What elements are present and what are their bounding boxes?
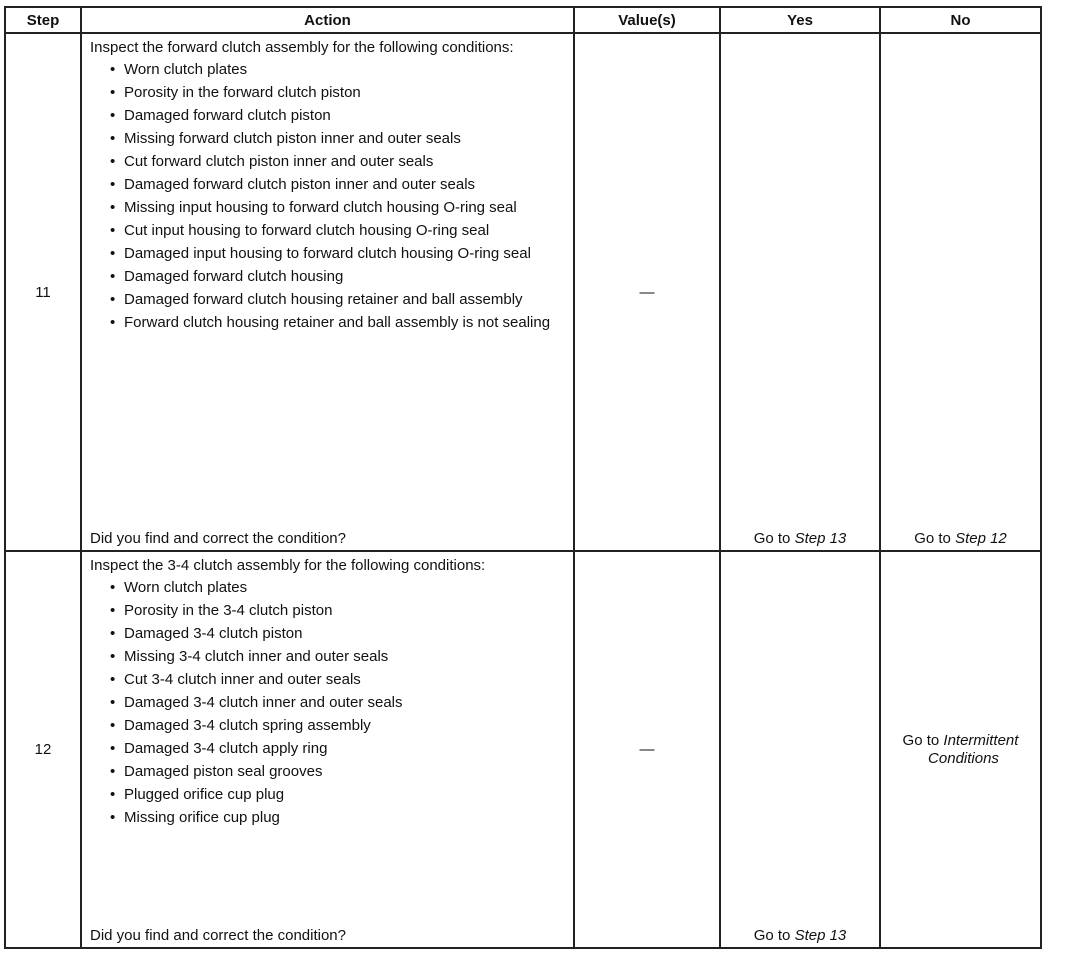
diagnostic-table: [4, 6, 1042, 949]
step-number: 12: [5, 551, 81, 948]
no-goto-prefix: Go to: [902, 731, 940, 749]
value-cell: [574, 551, 720, 948]
condition-list: [90, 579, 565, 832]
condition-text: Worn clutch plates: [124, 61, 248, 78]
condition-item: [90, 107, 564, 125]
bullet-icon: •: [110, 786, 116, 803]
value-dash: —: [639, 283, 655, 301]
header-action: Action: [81, 7, 574, 33]
condition-text: Cut forward clutch piston inner and outer seals: [124, 153, 434, 170]
bullet-icon: •: [110, 717, 116, 734]
yes-goto-target: Step 13: [794, 927, 847, 944]
bullet-icon: •: [110, 809, 116, 826]
condition-text: Cut input housing to forward clutch housing O-ring seal: [124, 222, 490, 239]
condition-item: [90, 602, 564, 620]
bullet-icon: •: [110, 268, 116, 285]
bullet-icon: •: [110, 153, 116, 170]
no-goto: [881, 552, 1040, 947]
header-step: Step: [5, 7, 81, 33]
yes-cell: [720, 551, 880, 948]
bullet-icon: •: [110, 740, 116, 757]
condition-item: [90, 153, 564, 171]
yes-goto: [721, 530, 879, 548]
condition-text: Forward clutch housing retainer and ball assembly is not sealing: [124, 314, 551, 331]
bullet-icon: •: [110, 602, 116, 619]
condition-text: Damaged input housing to forward clutch housing O-ring seal: [124, 245, 531, 262]
condition-text: Porosity in the 3-4 clutch piston: [124, 602, 333, 619]
no-goto-target: Step 12: [955, 530, 1007, 547]
condition-item: [90, 671, 564, 689]
bullet-icon: •: [110, 694, 116, 711]
bullet-icon: •: [110, 648, 116, 665]
bullet-icon: •: [110, 245, 116, 262]
action-intro: Inspect the forward clutch assembly for the following conditions:: [90, 39, 514, 56]
no-cell: [880, 33, 1041, 551]
condition-text: Damaged forward clutch housing retainer and ball assembly: [124, 291, 523, 308]
condition-text: Missing orifice cup plug: [124, 809, 280, 826]
header-no: No: [880, 7, 1041, 33]
condition-text: Plugged orifice cup plug: [124, 786, 285, 803]
condition-text: Damaged 3-4 clutch inner and outer seals: [124, 694, 403, 711]
condition-item: [90, 291, 564, 309]
condition-list: [90, 61, 565, 337]
condition-item: [90, 648, 564, 666]
yes-goto-prefix: Go to: [753, 530, 791, 547]
condition-item: [90, 579, 564, 597]
table-row-step-12: [5, 551, 1041, 948]
condition-item: [90, 740, 564, 758]
condition-text: Missing 3-4 clutch inner and outer seals: [124, 648, 389, 665]
bullet-icon: •: [110, 61, 116, 78]
bullet-icon: •: [110, 579, 116, 596]
condition-item: [90, 268, 564, 286]
condition-item: [90, 222, 564, 240]
bullet-icon: •: [110, 176, 116, 193]
yes-cell: [720, 33, 880, 551]
bullet-icon: •: [110, 671, 116, 688]
condition-text: Cut 3-4 clutch inner and outer seals: [124, 671, 361, 688]
yes-goto: [721, 927, 879, 945]
condition-item: [90, 625, 564, 643]
bullet-icon: •: [110, 314, 116, 331]
condition-text: Damaged piston seal grooves: [124, 763, 323, 780]
condition-text: Missing forward clutch piston inner and outer seals: [124, 130, 461, 147]
condition-text: Missing input housing to forward clutch housing O-ring seal: [124, 199, 517, 216]
condition-item: [90, 694, 564, 712]
condition-item: [90, 314, 564, 332]
bullet-icon: •: [110, 107, 116, 124]
condition-text: Damaged forward clutch piston inner and outer seals: [124, 176, 476, 193]
condition-item: [90, 809, 564, 827]
no-goto: [881, 530, 1040, 548]
condition-item: [90, 786, 564, 804]
action-question: Did you find and correct the condition?: [90, 530, 346, 547]
action-cell: [81, 551, 574, 948]
step-number: 11: [5, 33, 81, 551]
bullet-icon: •: [110, 199, 116, 216]
bullet-icon: •: [110, 763, 116, 780]
bullet-icon: •: [110, 625, 116, 642]
condition-item: [90, 717, 564, 735]
condition-text: Damaged 3-4 clutch spring assembly: [124, 717, 371, 734]
no-goto-prefix: Go to: [914, 530, 951, 547]
condition-item: [90, 84, 564, 102]
condition-item: [90, 763, 564, 781]
no-goto-target-line2: Conditions: [928, 749, 999, 767]
action-cell: [81, 33, 574, 551]
table-row-step-11: [5, 33, 1041, 551]
condition-text: Damaged 3-4 clutch piston: [124, 625, 303, 642]
bullet-icon: •: [110, 84, 116, 101]
condition-item: [90, 176, 564, 194]
header-yes: Yes: [720, 7, 880, 33]
condition-text: Damaged forward clutch housing: [124, 268, 344, 285]
condition-item: [90, 245, 564, 263]
action-question: Did you find and correct the condition?: [90, 927, 346, 944]
value-dash: —: [639, 741, 655, 758]
condition-text: Worn clutch plates: [124, 579, 248, 596]
no-cell: [880, 551, 1041, 948]
condition-item: [90, 130, 564, 148]
condition-text: Porosity in the forward clutch piston: [124, 84, 361, 101]
bullet-icon: •: [110, 291, 116, 308]
header-row: [5, 7, 1041, 33]
condition-item: [90, 199, 564, 217]
condition-text: Damaged forward clutch piston: [124, 107, 331, 124]
yes-goto-target: Step 13: [794, 530, 847, 547]
value-cell: [574, 33, 720, 551]
no-goto-target: Intermittent: [943, 731, 1019, 749]
action-intro: Inspect the 3-4 clutch assembly for the following conditions:: [90, 557, 486, 574]
condition-text: Damaged 3-4 clutch apply ring: [124, 740, 328, 757]
condition-item: [90, 61, 564, 79]
bullet-icon: •: [110, 130, 116, 147]
yes-goto-prefix: Go to: [753, 927, 791, 944]
bullet-icon: •: [110, 222, 116, 239]
header-values: Value(s): [574, 7, 720, 33]
